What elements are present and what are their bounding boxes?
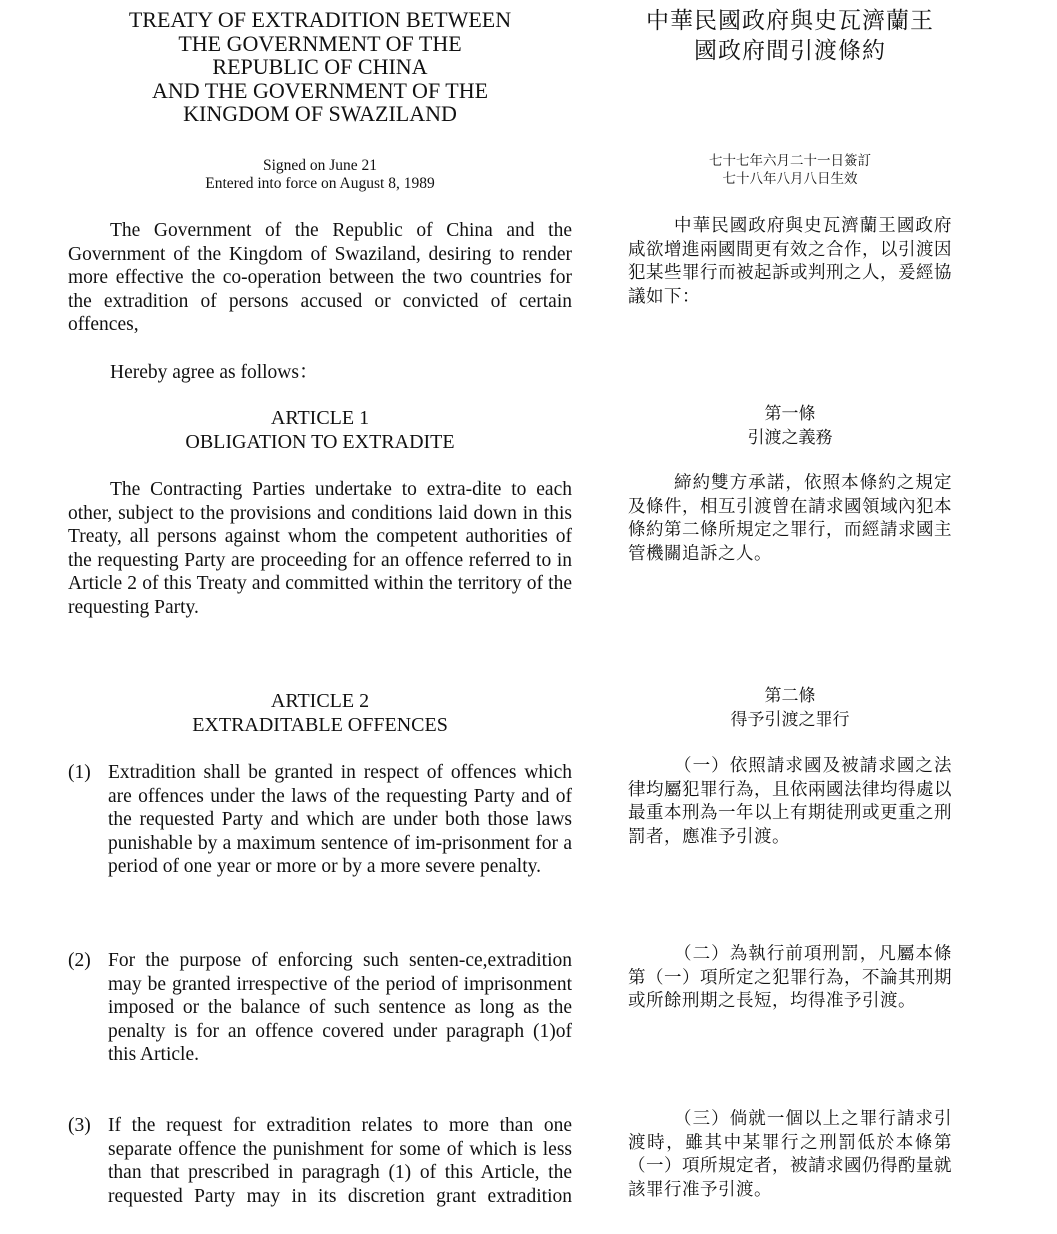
article1-body: The Contracting Parties undertake to extra-dite to each other, subject to the provisions and conditions laid down in this Treaty, all persons against whom the competent authorities of the requesting Party are proceeding for an offence referred to in Article 2 of this Treaty and committed within the territory of the requesting Party. [68, 479, 572, 618]
chinese-article2-number: 第二條 [764, 686, 816, 706]
chinese-paragraph-text: （三）倘就一個以上之罪行請求引渡時，雖其中某罪行之刑罰低於本條第（一）項所規定者，被請求國仍得酌量就該罪行准予引渡。 [628, 1109, 952, 1200]
article1-body-block [68, 478, 572, 620]
chinese-article1-heading [628, 403, 952, 450]
chinese-preamble: 中華民國政府與史瓦濟蘭王國政府咸欲增進兩國間更有效之合作，以引渡因犯某些罪行而被起訴或判刑之人，爰經協議如下： [628, 216, 952, 307]
article1-number: ARTICLE 1 [270, 407, 370, 429]
chinese-entry-into-force-date: 七十八年八月八日生效 [722, 171, 858, 187]
chinese-article2-paragraph-2 [628, 943, 952, 1014]
chinese-dates [628, 152, 952, 188]
english-preamble: The Government of the Republic of China and the Government of the Kingdom of Swaziland, desiring to render more effective the co-operation between the two countries for the extradition of persons accused or convicted of certain offences, [68, 220, 572, 336]
english-title-line: AND THE GOVERNMENT OF THE [151, 77, 489, 103]
article2-paragraph-3 [68, 1114, 572, 1208]
chinese-title-line: 中華民國政府與史瓦濟蘭王 [646, 8, 934, 34]
chinese-article1-title: 引渡之義務 [747, 427, 833, 448]
chinese-article1-body-block [628, 472, 952, 566]
paragraph-number: (3) [68, 1115, 91, 1136]
chinese-article1-number: 第一條 [764, 404, 816, 424]
english-title-line: TREATY OF EXTRADITION BETWEEN [128, 7, 512, 32]
paragraph-number: (1) [68, 762, 91, 783]
chinese-article1-body: 締約雙方承諾，依照本條約之規定及條件，相互引渡曾在請求國領域內犯本條約第二條所規定之罪行，而經請求國主管機關追訴之人。 [628, 473, 952, 564]
chinese-preamble-block [628, 215, 952, 309]
english-agreement-clause-block [68, 361, 572, 385]
paragraph-number: (2) [68, 950, 91, 971]
english-title-line: REPUBLIC OF CHINA [212, 54, 428, 79]
entry-into-force-date: Entered into force on August 8, 1989 [205, 175, 435, 192]
english-agreement-clause: Hereby agree as follows： [110, 362, 319, 383]
english-title-line: KINGDOM OF SWAZILAND [183, 101, 457, 126]
paragraph-text: Extradition shall be granted in respect of offences which are offences under the laws of the requesting Party and of the requested Party and which are under both those laws punishable by a maximum sentence of im-prisonment for a period of one year or more or by a more severe penalty. [108, 762, 572, 878]
chinese-article2-paragraph-1 [628, 755, 952, 849]
chinese-paragraph-text: （二）為執行前項刑罰，凡屬本條第（一）項所定之犯罪行為，不論其刑期或所餘刑期之長短，均得准予引渡。 [628, 944, 952, 1012]
article2-number: ARTICLE 2 [270, 690, 370, 712]
english-title-line: THE GOVERNMENT OF THE [178, 30, 462, 56]
article2-paragraph-1 [68, 761, 572, 879]
article1-heading [68, 407, 572, 454]
paragraph-text: If the request for extradition relates to more than one separate offence the punishment for some of which is less than that prescribed in paragragh (1) of this Article, the requested Party may in its discretion grant extradition [108, 1115, 572, 1207]
chinese-title [628, 6, 952, 66]
chinese-article2-title: 得予引渡之罪行 [730, 709, 850, 730]
chinese-article2-heading [628, 685, 952, 732]
english-dates [68, 157, 572, 193]
paragraph-text: For the purpose of enforcing such senten-ce,extradition may be granted irrespective of the period of imprisonment imposed or the balance of such sentence as long as the penalty is for an offence covered under paragraph (1)of this Article. [108, 950, 572, 1066]
chinese-signed-date: 七十七年六月二十一日簽訂 [709, 153, 871, 169]
signed-date: Signed on June 21 [262, 157, 378, 174]
article2-heading [68, 690, 572, 737]
article2-paragraph-2 [68, 949, 572, 1067]
chinese-title-line: 國政府間引渡條約 [694, 38, 886, 64]
chinese-article2-paragraph-3 [628, 1108, 952, 1202]
article1-title: OBLIGATION TO EXTRADITE [185, 430, 455, 453]
article2-title: EXTRADITABLE OFFENCES [192, 713, 448, 736]
english-preamble-block [68, 219, 572, 337]
chinese-paragraph-text: （一）依照請求國及被請求國之法律均屬犯罪行為，且依兩國法律均得處以最重本刑為一年以上有期徒刑或更重之刑罰者，應准予引渡。 [628, 756, 952, 847]
english-title [68, 8, 572, 126]
